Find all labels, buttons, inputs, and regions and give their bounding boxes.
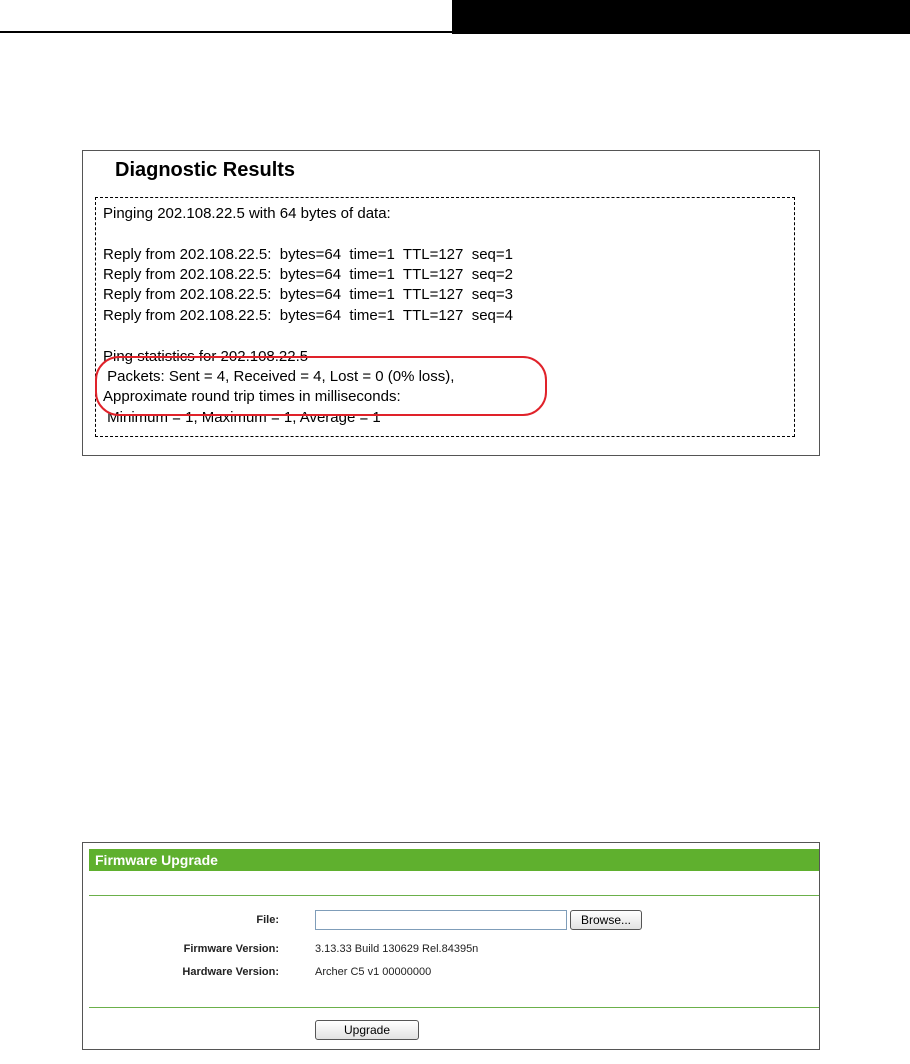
firmware-upgrade-title: Firmware Upgrade xyxy=(95,852,218,868)
output-line: Approximate round trip times in milliseconds: xyxy=(103,388,401,405)
output-line: Reply from 202.108.22.5: bytes=64 time=1 TTL=127 seq=2 xyxy=(103,266,513,283)
browse-button[interactable]: Browse... xyxy=(570,910,642,930)
diagnostic-results-title: Diagnostic Results xyxy=(115,159,296,181)
firmware-version-label: Firmware Version: xyxy=(183,943,279,955)
output-line: Reply from 202.108.22.5: bytes=64 time=1 TTL=127 seq=3 xyxy=(103,286,513,303)
output-line: Reply from 202.108.22.5: bytes=64 time=1 TTL=127 seq=4 xyxy=(103,307,513,324)
highlight-ellipse xyxy=(95,356,547,416)
file-input[interactable] xyxy=(315,910,567,930)
firmware-upgrade-header xyxy=(89,849,819,871)
output-line: Minimum = 1, Maximum = 1, Average = 1 xyxy=(103,409,381,426)
firmware-upgrade-panel xyxy=(82,842,820,1050)
firmware-version-value: 3.13.33 Build 130629 Rel.84395n xyxy=(315,943,479,955)
output-line: Ping statistics for 202.108.22.5 xyxy=(103,348,309,365)
page-header-rule xyxy=(0,31,452,33)
divider xyxy=(89,1007,819,1008)
page-header-bar xyxy=(452,0,910,34)
upgrade-button[interactable]: Upgrade xyxy=(315,1020,419,1040)
hardware-version-value: Archer C5 v1 00000000 xyxy=(315,966,432,978)
diagnostic-results-panel xyxy=(82,150,820,456)
diagnostic-output-box xyxy=(95,197,795,437)
file-label: File: xyxy=(256,914,279,926)
output-line: Pinging 202.108.22.5 with 64 bytes of data: xyxy=(103,205,391,222)
output-line: Reply from 202.108.22.5: bytes=64 time=1 TTL=127 seq=1 xyxy=(103,246,513,263)
hardware-version-label: Hardware Version: xyxy=(182,966,279,978)
divider xyxy=(89,895,819,896)
output-line: Packets: Sent = 4, Received = 4, Lost = 0 (0% loss), xyxy=(103,368,455,385)
